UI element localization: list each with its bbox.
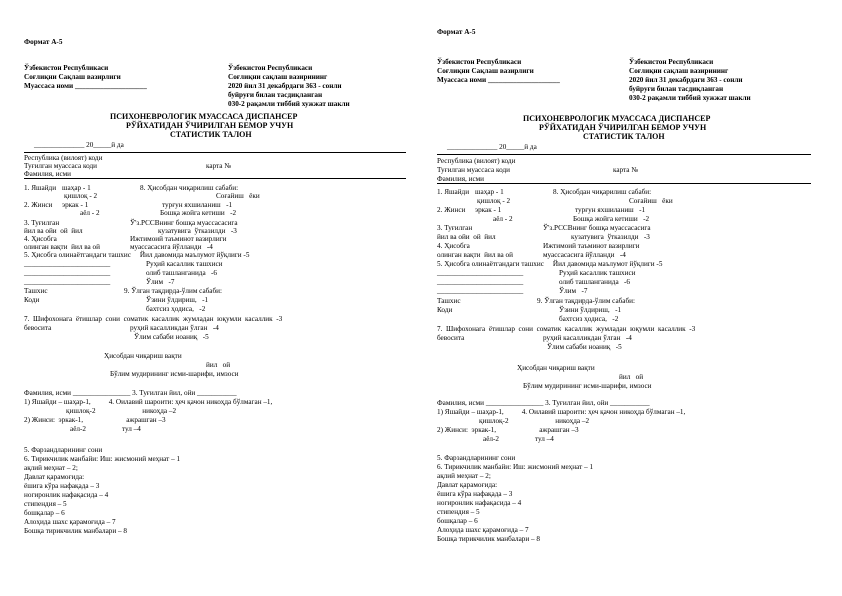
- back-surname: Фамилия, исми ________________ 3. Туғилган йил, ойи ___________: [24, 389, 237, 397]
- back-q6-d: ногиронлик нафақасида – 4: [24, 491, 109, 499]
- q4-registration: 4. Ҳисобга: [437, 242, 470, 250]
- q8-reason: 8. Ҳисобдан чиқарилиш сабаби:: [140, 184, 239, 192]
- q8-cured: Соғайиш ёки: [216, 192, 260, 200]
- header-right-line-1: Ўзбекистон Республикаси: [629, 58, 714, 66]
- q4-time: олинган вақти йил ва ой: [437, 251, 513, 259]
- exit-year-month: йил ой: [206, 361, 231, 369]
- card-number: карта №: [206, 162, 232, 170]
- back-q6: 6. Тирикчилик манбайи: Иш: жисмоний меҳнат – 1: [24, 455, 181, 463]
- back-q1-village: қишлоқ-2 никоҳда –2: [479, 417, 590, 425]
- back-q2: 2) Жинси: эркак-1, ажрашган –3: [24, 416, 166, 424]
- q1-village: қишлоқ - 2: [477, 197, 511, 205]
- back-q6-f: бошқалар – 6: [24, 509, 65, 517]
- q5-death: Ўлим -7: [559, 287, 588, 295]
- q5-blank-2: ________________________: [24, 269, 111, 277]
- back-q6-e: стипендия – 5: [437, 508, 480, 516]
- q9-suicide: Ўзини ўлдириш, -1: [146, 296, 209, 304]
- back-q6-g: Алоҳида шахс қарамоғида – 7: [437, 526, 529, 534]
- q5-removed: олиб ташланганида -6: [146, 269, 218, 277]
- header-right-line-4: буйруғи билан тасдиқланган: [629, 85, 724, 93]
- back-q1: 1) Яшайди – шаҳар-1, 4. Оилавий шароити: ҳеч қачон никоҳда бўлмаган –1,: [24, 398, 273, 406]
- q4-registration: 4. Ҳисобга: [24, 235, 57, 243]
- header-left-line-3: Муассаса номи ____________________: [437, 76, 560, 84]
- card-number: карта №: [613, 166, 639, 174]
- divider: [24, 178, 406, 179]
- back-q5: 5. Фарзандларининг сони: [24, 446, 103, 454]
- divider: [437, 183, 811, 184]
- header-right-line-1: Ўзбекистон Республикаси: [228, 64, 313, 72]
- q4-institution: муассасасига йўлланди -4: [543, 251, 626, 259]
- back-q6-h: Бошқа тирикчилик манбалари – 8: [24, 527, 128, 535]
- q1-village: қишлоқ - 2: [64, 192, 98, 200]
- q8-ussr: Ў'з.РССВнинг бошқа муассасасига: [130, 219, 238, 227]
- q7-hospital: 7. Шифохонага ётишлар сони соматик касаллик жумладан юқумли касаллик -3: [437, 325, 696, 333]
- q5-diagnosis: 5. Ҳисобга олинаётгандаги ташхис Йил давомида маълумот йўқлиги -5: [24, 251, 250, 259]
- q1-city: шаҳар - 1: [62, 184, 91, 192]
- header-left-line-3: Муассаса номи ____________________: [24, 82, 147, 90]
- q7-direct: бевосита: [437, 334, 465, 342]
- q2-sex: 2. Жинси: [437, 206, 466, 214]
- form-title-line-2: РЎЙХАТИДАН ЎЧИРИЛГАН БЕМОР УЧУН: [539, 123, 707, 132]
- q8-left: Бошқа жойга кетиши -2: [160, 209, 237, 217]
- q9-accident: бахтсиз ҳодиса, -2: [146, 305, 206, 313]
- header-right-line-2: Соғлиқни сақлаш вазирининг: [629, 67, 729, 75]
- code-label: Коди: [24, 296, 40, 304]
- q1-residence: 1. Яшайди: [24, 184, 57, 192]
- q4-social: Ижтимоий таъминот вазирлиги: [130, 235, 227, 243]
- q7-unknown: Ўлим сабаби ноаниқ -5: [134, 333, 209, 341]
- q4-social: Ижтимоий таъминот вазирлиги: [543, 242, 640, 250]
- q8-reason: 8. Ҳисобдан чиқарилиш сабаби:: [553, 188, 652, 196]
- q5-blank-3: ________________________: [437, 287, 524, 295]
- q1-residence: 1. Яшайди: [437, 188, 470, 196]
- q2-sex: 2. Жинси: [24, 201, 53, 209]
- exit-time: Ҳисобдан чиқариш вақти: [104, 352, 182, 360]
- q5-mental: Руҳий касаллик ташхиси: [559, 269, 636, 277]
- republic-code: Республика (вилоят) коди: [437, 157, 516, 165]
- q5-blank-1: ________________________: [437, 269, 524, 277]
- header-right-line-5: 030-2 рақамли тиббий хужжат шакли: [228, 100, 350, 108]
- q5-death: Ўлим -7: [146, 278, 175, 286]
- q7-unknown: Ўлим сабаби ноаниқ -5: [547, 343, 622, 351]
- back-q2-female: аёл-2 тул –4: [70, 425, 141, 433]
- q7-direct: бевосита: [24, 324, 52, 332]
- q8-transfer: кузатувига ўтказилди -3: [158, 227, 237, 235]
- q9-death-reason: 9. Ўлган тақдирда-ўлим сабаби:: [537, 297, 635, 305]
- back-q6-g: Алоҳида шахс қарамоғида – 7: [24, 518, 116, 526]
- q9-accident: бахтсиз ҳодиса, -2: [559, 315, 619, 323]
- back-q6-c: ёшига кўра нафақада – 3: [437, 490, 513, 498]
- q2-female: аёл - 2: [493, 215, 513, 223]
- q5-blank-1: ________________________: [24, 260, 111, 268]
- q3-birth: 3. Туғилган: [437, 224, 473, 232]
- republic-code: Республика (вилоят) коди: [24, 154, 103, 162]
- header-right-line-3: 2020 йил 31 декабрдаги 363 - сонли: [228, 82, 342, 90]
- q7-mental-death: руҳий касалликдан ўлган -4: [130, 324, 219, 332]
- header-right-line-3: 2020 йил 31 декабрдаги 363 - сонли: [629, 76, 743, 84]
- back-q6: 6. Тирикчилик манбайи: Иш: жисмоний меҳнат – 1: [437, 463, 594, 471]
- header-left-line-2: Соғлиқни Сақлаш вазирлиги: [24, 73, 121, 81]
- header-right-line-2: Соғлиқни сақлаш вазирининг: [228, 73, 328, 81]
- q4-institution: муассасасига йўлланди -4: [130, 243, 213, 251]
- form-page-right: [421, 0, 842, 596]
- q5-removed: олиб ташланганида -6: [559, 278, 631, 286]
- q8-transfer: кузатувига ўтказилди -3: [571, 233, 650, 241]
- q3-year-month: йил ва ойи ой йил: [437, 233, 496, 241]
- form-title-line-1: ПСИХОНЕВРОЛОГИК МУАССАСА ДИСПАНСЕР: [110, 112, 298, 121]
- head-signature: Бўлим мудирининг исми-шарифи, имзоси: [110, 370, 239, 378]
- back-q6-e: стипендия – 5: [24, 500, 67, 508]
- q7-mental-death: руҳий касалликдан ўлган -4: [543, 334, 632, 342]
- q5-blank-2: ________________________: [437, 278, 524, 286]
- birth-institution-code: Туғилган муассаса коди: [437, 166, 510, 174]
- q2-female: аёл - 2: [80, 209, 100, 217]
- header-right-line-5: 030-2 рақамли тиббий хужжат шакли: [629, 94, 751, 102]
- header-left-line-2: Соғлиқни Сақлаш вазирлиги: [437, 67, 534, 75]
- back-q6-c: ёшига кўра нафақада – 3: [24, 482, 100, 490]
- q4-time: олинган вақти йил ва ой: [24, 243, 100, 251]
- format-label: Формат А-5: [437, 28, 476, 36]
- diagnosis-label: Ташхис: [437, 297, 461, 305]
- date-line: ______________ 20_____й да: [34, 141, 124, 149]
- form-title-line-1: ПСИХОНЕВРОЛОГИК МУАССАСА ДИСПАНСЕР: [523, 114, 711, 123]
- q1-city: шаҳар - 1: [475, 188, 504, 196]
- q2-male: эркак - 1: [475, 206, 502, 214]
- q8-ussr: Ў'з.РССВнинг бошқа муассасасига: [543, 224, 651, 232]
- back-q1: 1) Яшайди – шаҳар-1, 4. Оилавий шароити: ҳеч қачон никоҳда бўлмаган –1,: [437, 408, 686, 416]
- q8-left: Бошқа жойга кетиши -2: [573, 215, 650, 223]
- back-q5: 5. Фарзандларининг сони: [437, 454, 516, 462]
- date-line: ______________ 20_____й да: [447, 143, 537, 151]
- back-q1-village: қишлоқ-2 никоҳда –2: [66, 407, 177, 415]
- back-q6-b: Давлат қарамоғида:: [437, 481, 498, 489]
- q5-diagnosis: 5. Ҳисобга олинаётгандаги ташхис Йил давомида маълумот йўқлиги -5: [437, 260, 663, 268]
- exit-year-month: йил ой: [619, 373, 644, 381]
- q5-mental: Руҳий касаллик ташхиси: [146, 260, 223, 268]
- q7-hospital: 7. Шифохонага ётишлар сони соматик касаллик жумладан юқумли касаллик -3: [24, 315, 283, 323]
- divider: [24, 152, 406, 153]
- q8-cured: Соғайиш ёки: [629, 197, 673, 205]
- header-left-line-1: Ўзбекистон Республикаси: [24, 64, 109, 72]
- back-q6-b: Давлат қарамоғида:: [24, 473, 85, 481]
- back-q6-a: ақлий меҳнат – 2;: [24, 464, 78, 472]
- back-q2: 2) Жинси: эркак-1, ажрашган –3: [437, 426, 579, 434]
- q3-year-month: йил ва ойи ой йил: [24, 227, 83, 235]
- q9-suicide: Ўзини ўлдириш, -1: [559, 306, 622, 314]
- form-title-line-2: РЎЙХАТИДАН ЎЧИРИЛГАН БЕМОР УЧУН: [126, 121, 294, 130]
- q5-blank-3: ________________________: [24, 278, 111, 286]
- back-q6-d: ногиронлик нафақасида – 4: [437, 499, 522, 507]
- surname-field: Фамилия, исми: [24, 170, 72, 178]
- format-label: Формат А-5: [24, 38, 63, 46]
- back-q6-f: бошқалар – 6: [437, 517, 478, 525]
- diagnosis-label: Ташхис: [24, 287, 48, 295]
- surname-field: Фамилия, исми: [437, 175, 485, 183]
- exit-time: Ҳисобдан чиқариш вақти: [517, 364, 595, 372]
- divider: [437, 154, 811, 155]
- back-q2-female: аёл-2 тул –4: [483, 435, 554, 443]
- q3-birth: 3. Туғилган: [24, 219, 60, 227]
- q8-improved: турғун яхшиланиш -1: [162, 201, 233, 209]
- head-signature: Бўлим мудирининг исми-шарифи, имзоси: [523, 382, 652, 390]
- back-q6-a: ақлий меҳнат – 2;: [437, 472, 491, 480]
- q8-improved: турғун яхшиланиш -1: [575, 206, 646, 214]
- header-right-line-4: буйруғи билан тасдиқланган: [228, 91, 323, 99]
- birth-institution-code: Туғилган муассаса коди: [24, 162, 97, 170]
- form-title-line-3: СТАТИСТИК ТАЛОН: [170, 130, 252, 139]
- q2-male: эркак - 1: [62, 201, 89, 209]
- code-label: Коди: [437, 306, 453, 314]
- back-surname: Фамилия, исми ________________ 3. Туғилган йил, ойи ___________: [437, 399, 650, 407]
- q9-death-reason: 9. Ўлган тақдирда-ўлим сабаби:: [124, 287, 222, 295]
- header-left-line-1: Ўзбекистон Республикаси: [437, 58, 522, 66]
- back-q6-h: Бошқа тирикчилик манбалари – 8: [437, 535, 541, 543]
- form-title-line-3: СТАТИСТИК ТАЛОН: [583, 132, 665, 141]
